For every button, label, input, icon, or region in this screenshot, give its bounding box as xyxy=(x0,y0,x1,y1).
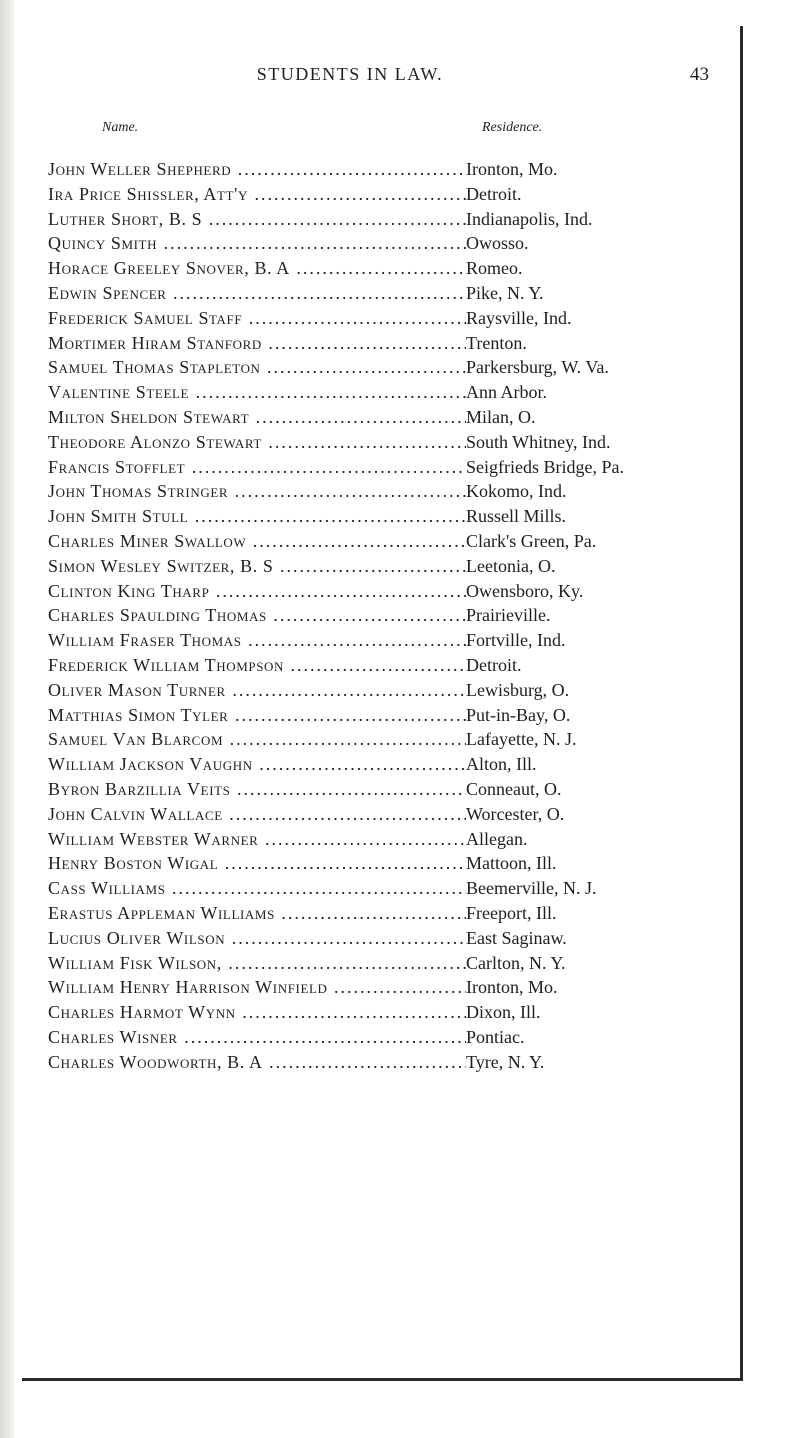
student-name: Theodore Alonzo Stewart ..... xyxy=(48,430,466,455)
page-number: 43 xyxy=(690,64,709,85)
list-item xyxy=(48,380,748,405)
student-residence: Worcester, O. xyxy=(466,802,564,827)
student-residence: Ironton, Mo. xyxy=(466,157,558,182)
student-name: Erastus Appleman Williams ..... xyxy=(48,901,466,926)
list-item xyxy=(48,1000,748,1025)
student-residence: Owensboro, Ky. xyxy=(466,579,583,604)
student-name: Charles Miner Swallow ..... xyxy=(48,529,466,554)
student-residence: Raysville, Ind. xyxy=(466,306,572,331)
student-residence: Lewisburg, O. xyxy=(466,678,569,703)
student-name: Charles Harmot Wynn ..... xyxy=(48,1000,466,1025)
student-name: Milton Sheldon Stewart ..... xyxy=(48,405,466,430)
student-name: Oliver Mason Turner ..... xyxy=(48,678,466,703)
list-item xyxy=(48,727,748,752)
list-item xyxy=(48,876,748,901)
student-residence: Allegan. xyxy=(466,827,527,852)
student-list xyxy=(48,157,748,1074)
student-name: Clinton King Tharp ..... xyxy=(48,579,466,604)
student-residence: Ironton, Mo. xyxy=(466,975,558,1000)
list-item xyxy=(48,703,748,728)
student-residence: Beemerville, N. J. xyxy=(466,876,596,901)
student-name: Samuel Van Blarcom ..... xyxy=(48,727,466,752)
student-name: John Thomas Stringer ..... xyxy=(48,479,466,504)
student-name: Samuel Thomas Stapleton ..... xyxy=(48,355,466,380)
student-name: William Webster Warner ..... xyxy=(48,827,466,852)
student-name: Charles Spaulding Thomas ..... xyxy=(48,603,466,628)
list-item xyxy=(48,802,748,827)
student-residence: Conneaut, O. xyxy=(466,777,561,802)
student-residence: Tyre, N. Y. xyxy=(466,1050,544,1075)
student-residence: Carlton, N. Y. xyxy=(466,951,566,976)
list-item xyxy=(48,430,748,455)
student-residence: Ann Arbor. xyxy=(466,380,547,405)
student-residence: Trenton. xyxy=(466,331,527,356)
student-residence: Clark's Green, Pa. xyxy=(466,529,596,554)
list-item xyxy=(48,603,748,628)
student-residence: Kokomo, Ind. xyxy=(466,479,567,504)
student-residence: Romeo. xyxy=(466,256,523,281)
student-name: William Jackson Vaughn ..... xyxy=(48,752,466,777)
student-name: William Fraser Thomas ..... xyxy=(48,628,466,653)
student-residence: Detroit. xyxy=(466,182,522,207)
list-item xyxy=(48,256,748,281)
list-item xyxy=(48,355,748,380)
student-residence: Freeport, Ill. xyxy=(466,901,556,926)
list-item xyxy=(48,926,748,951)
list-item xyxy=(48,455,748,480)
list-item xyxy=(48,479,748,504)
list-item xyxy=(48,554,748,579)
student-name: Lucius Oliver Wilson ..... xyxy=(48,926,466,951)
running-head xyxy=(0,64,801,88)
student-residence: Pike, N. Y. xyxy=(466,281,544,306)
student-residence: Fortville, Ind. xyxy=(466,628,566,653)
student-name: Charles Wisner ..... xyxy=(48,1025,466,1050)
student-name: John Smith Stull ..... xyxy=(48,504,466,529)
list-item xyxy=(48,579,748,604)
student-residence: Pontiac. xyxy=(466,1025,525,1050)
list-item xyxy=(48,1050,748,1075)
list-item xyxy=(48,851,748,876)
student-name: Charles Woodworth, B. A ..... xyxy=(48,1050,466,1075)
student-name: Francis Stofflet ..... xyxy=(48,455,466,480)
student-residence: South Whitney, Ind. xyxy=(466,430,611,455)
list-item xyxy=(48,827,748,852)
list-item xyxy=(48,331,748,356)
student-name: Mortimer Hiram Stanford ..... xyxy=(48,331,466,356)
list-item xyxy=(48,628,748,653)
list-item xyxy=(48,975,748,1000)
student-residence: Detroit. xyxy=(466,653,522,678)
student-residence: Seigfrieds Bridge, Pa. xyxy=(466,455,624,480)
student-name: Henry Boston Wigal ..... xyxy=(48,851,466,876)
column-header-name: Name. xyxy=(102,120,139,135)
column-headers xyxy=(0,120,801,140)
list-item xyxy=(48,951,748,976)
list-item xyxy=(48,157,748,182)
column-header-residence: Residence. xyxy=(482,120,543,135)
student-name: John Weller Shepherd ..... xyxy=(48,157,466,182)
student-name: Cass Williams ..... xyxy=(48,876,466,901)
student-residence: Indianapolis, Ind. xyxy=(466,207,592,232)
list-item xyxy=(48,901,748,926)
student-residence: Put-in-Bay, O. xyxy=(466,703,570,728)
student-residence: Prairieville. xyxy=(466,603,550,628)
student-name: Luther Short, B. S ..... xyxy=(48,207,466,232)
student-name: Simon Wesley Switzer, B. S ..... xyxy=(48,554,466,579)
list-item xyxy=(48,281,748,306)
student-residence: Leetonia, O. xyxy=(466,554,555,579)
student-residence: East Saginaw. xyxy=(466,926,567,951)
list-item xyxy=(48,182,748,207)
student-residence: Alton, Ill. xyxy=(466,752,537,777)
list-item xyxy=(48,653,748,678)
student-name: William Fisk Wilson, ..... xyxy=(48,951,466,976)
list-item xyxy=(48,207,748,232)
student-residence: Milan, O. xyxy=(466,405,536,430)
list-item xyxy=(48,678,748,703)
student-name: Edwin Spencer ..... xyxy=(48,281,466,306)
student-residence: Dixon, Ill. xyxy=(466,1000,541,1025)
list-item xyxy=(48,405,748,430)
student-residence: Parkersburg, W. Va. xyxy=(466,355,609,380)
student-residence: Lafayette, N. J. xyxy=(466,727,576,752)
running-title: STUDENTS IN LAW. xyxy=(256,64,444,84)
list-item xyxy=(48,777,748,802)
student-name: Quincy Smith ..... xyxy=(48,231,466,256)
student-residence: Russell Mills. xyxy=(466,504,566,529)
student-name: John Calvin Wallace ..... xyxy=(48,802,466,827)
student-name: Byron Barzillia Veits ..... xyxy=(48,777,466,802)
student-name: Horace Greeley Snover, B. A ..... xyxy=(48,256,466,281)
student-name: Frederick Samuel Staff ..... xyxy=(48,306,466,331)
list-item xyxy=(48,1025,748,1050)
student-name: Valentine Steele ..... xyxy=(48,380,466,405)
list-item xyxy=(48,504,748,529)
student-residence: Mattoon, Ill. xyxy=(466,851,557,876)
list-item xyxy=(48,529,748,554)
page-edge xyxy=(0,0,14,1438)
student-name: Matthias Simon Tyler ..... xyxy=(48,703,466,728)
student-name: William Henry Harrison Winfield ..... xyxy=(48,975,466,1000)
list-item xyxy=(48,306,748,331)
student-name: Ira Price Shissler, Att'y ..... xyxy=(48,182,466,207)
student-residence: Owosso. xyxy=(466,231,529,256)
student-name: Frederick William Thompson ..... xyxy=(48,653,466,678)
list-item xyxy=(48,752,748,777)
list-item xyxy=(48,231,748,256)
